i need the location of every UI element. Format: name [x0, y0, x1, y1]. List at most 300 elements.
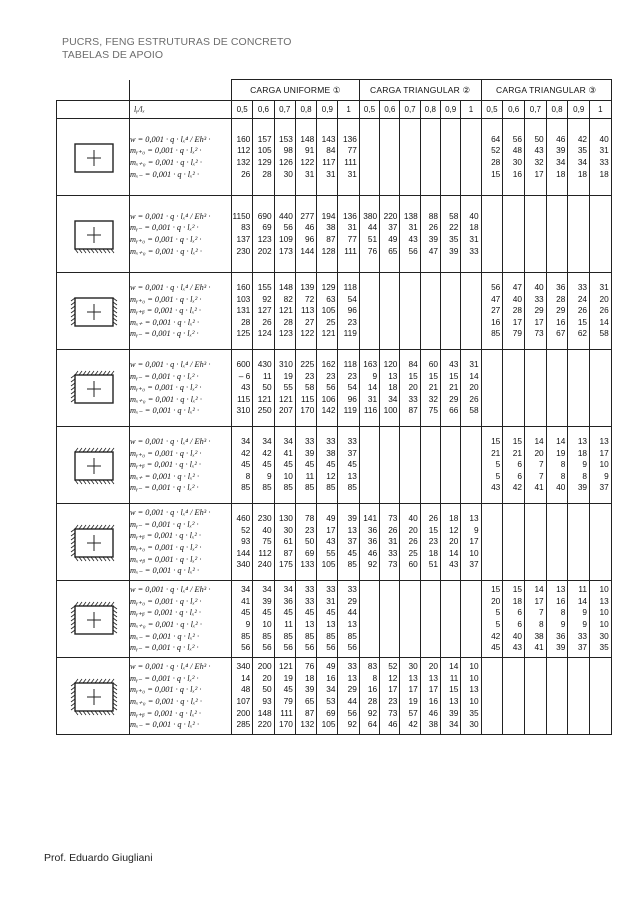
coefficient-value: 92 — [262, 293, 272, 304]
moment-axes — [87, 304, 101, 320]
coefficient-value: 32 — [428, 393, 439, 404]
coefficient-value: 13 — [347, 672, 357, 683]
coefficient-value: 83 — [367, 661, 378, 672]
coefficient-value: 33 — [577, 630, 588, 641]
value-cell — [420, 504, 440, 581]
coefficient-value: 36 — [556, 282, 566, 293]
ratio-col-header: 0,9 — [441, 101, 461, 119]
coefficient-value: 13 — [304, 619, 315, 629]
load-diagram-cell — [57, 101, 130, 119]
coefficient-value: 9 — [582, 459, 588, 470]
coefficient-value: 129 — [257, 157, 272, 167]
coefficient-value: 85 — [347, 630, 357, 641]
moment-axes — [87, 227, 101, 243]
formula-line: mₓ₋ = 0,001 · q · lₓ² · — [130, 631, 200, 641]
coefficient-value: 310 — [279, 359, 293, 370]
formula-cell — [130, 581, 232, 658]
coefficient-value: 56 — [241, 642, 251, 653]
coefficient-value — [568, 371, 589, 383]
coefficient-value — [525, 536, 546, 548]
value-cell — [461, 581, 481, 658]
coefficient-value — [547, 525, 568, 537]
coefficient-value: 117 — [322, 157, 336, 167]
value-cell — [441, 350, 461, 427]
coefficient-value — [525, 673, 546, 685]
ratio-col-header: 0,5 — [481, 101, 503, 119]
coefficient-value: 45 — [283, 607, 293, 618]
coefficient-value: 33 — [326, 584, 336, 595]
value-cell — [400, 196, 420, 273]
coefficient-value: 39 — [347, 513, 357, 524]
coefficient-value: 10 — [469, 547, 479, 558]
coefficient-value: 31 — [408, 222, 418, 233]
coefficient-value — [590, 661, 611, 673]
coefficient-value — [503, 673, 524, 685]
coefficient-value — [441, 169, 460, 181]
coefficient-value — [461, 305, 480, 317]
coefficient-value: 46 — [556, 133, 566, 144]
value-cell — [274, 273, 295, 350]
coefficient-value: 13 — [556, 584, 566, 595]
coefficient-value: 340 — [236, 559, 251, 570]
coefficient-value: 45 — [326, 459, 336, 470]
coefficient-value: 127 — [257, 305, 272, 316]
coefficient-value — [400, 619, 419, 631]
coefficient-value: 15 — [491, 168, 501, 179]
value-cell — [295, 658, 316, 735]
coefficient-value — [461, 436, 480, 448]
coefficient-value: 31 — [347, 168, 357, 179]
coefficient-value: 25 — [326, 316, 336, 327]
moment-axes — [87, 612, 101, 628]
coefficient-value: 143 — [321, 133, 336, 144]
coefficient-value — [568, 696, 589, 708]
coefficient-value — [441, 459, 460, 471]
coefficient-value: 34 — [449, 719, 459, 730]
coefficient-value: 46 — [304, 222, 315, 233]
value-cell — [524, 119, 546, 196]
coefficient-value: 33 — [347, 436, 357, 447]
coefficient-value: 42 — [512, 482, 522, 493]
coefficient-value: 5 — [495, 619, 501, 629]
case-row — [57, 581, 612, 658]
coefficient-value — [360, 471, 379, 483]
value-cell — [546, 504, 568, 581]
formula-line: mₓ₋ = 0,001 · q · lₓ² · — [130, 720, 200, 730]
value-cell — [590, 350, 612, 427]
coefficient-value — [421, 169, 440, 181]
group-header-row — [57, 80, 612, 101]
formula-line: mᵧ₊₀ = 0,001 · q · lₓ² · — [130, 685, 202, 695]
coefficient-value — [380, 471, 399, 483]
coefficient-value — [360, 294, 379, 306]
coefficient-value — [590, 211, 611, 223]
value-cell — [568, 427, 590, 504]
coefficient-value: 85 — [283, 630, 293, 641]
coefficient-value: 29 — [534, 305, 544, 316]
coefficient-value: 55 — [283, 382, 293, 393]
coefficient-value: 148 — [300, 133, 315, 144]
coefficient-value: 34 — [241, 584, 251, 595]
coefficient-value — [503, 536, 524, 548]
coefficient-value: 21 — [512, 447, 522, 458]
coefficient-value: 115 — [237, 393, 251, 404]
value-cell — [317, 427, 338, 504]
value-cell — [568, 581, 590, 658]
coefficient-value — [482, 559, 503, 571]
coefficient-value — [568, 513, 589, 525]
coefficient-value — [503, 513, 524, 525]
coefficient-value — [421, 305, 440, 317]
coefficient-value — [360, 436, 379, 448]
value-cell — [380, 581, 400, 658]
value-cell — [503, 196, 525, 273]
coefficient-value: 40 — [512, 293, 522, 304]
coefficient-value: 130 — [279, 513, 293, 524]
coefficient-value: – 6 — [238, 370, 251, 381]
value-cell — [546, 119, 568, 196]
coefficient-value — [482, 525, 503, 537]
value-cell — [441, 504, 461, 581]
moment-axes — [87, 535, 101, 551]
coefficient-value: 18 — [304, 672, 315, 683]
coefficient-value: 79 — [512, 328, 522, 339]
coefficient-value: 52 — [388, 661, 398, 672]
coefficient-value — [400, 631, 419, 643]
case-row — [57, 427, 612, 504]
coefficient-value: 21 — [428, 382, 439, 393]
coefficient-value: 56 — [491, 282, 501, 293]
coefficient-value: 162 — [321, 359, 336, 370]
value-cell — [253, 427, 274, 504]
value-cell — [524, 504, 546, 581]
coefficient-value: 41 — [534, 642, 544, 653]
coefficient-value — [590, 708, 611, 720]
coefficient-value: 46 — [367, 547, 378, 558]
coefficient-value: 33 — [408, 393, 418, 404]
group-triangular-load-2: CARGA TRIANGULAR ② — [359, 80, 481, 101]
value-cell — [253, 119, 274, 196]
coefficient-value: 29 — [347, 595, 357, 606]
formula-line: mᵧ₊₀ = 0,001 · q · lₓ² · — [130, 235, 202, 244]
value-cell — [400, 119, 420, 196]
coefficient-value — [525, 661, 546, 673]
coefficient-value: 29 — [449, 393, 459, 404]
coefficient-value: 45 — [326, 607, 336, 618]
value-cell — [253, 273, 274, 350]
coefficient-value: 112 — [237, 145, 251, 156]
coefficient-value — [400, 459, 419, 471]
coefficient-value: 45 — [304, 459, 315, 470]
coefficient-value — [360, 607, 379, 619]
value-cell — [590, 658, 612, 735]
coefficient-value — [360, 328, 379, 340]
coefficient-value: 18 — [449, 513, 459, 524]
coefficient-value: 105 — [321, 559, 336, 570]
coefficient-value: 207 — [279, 405, 293, 416]
coefficient-value: 76 — [304, 661, 315, 672]
coefficient-value — [400, 584, 419, 596]
formula-line: mᵧ₋ = 0,001 · q · lₓ² · — [130, 519, 199, 529]
coefficient-value: 76 — [367, 245, 378, 256]
coefficient-value — [503, 394, 524, 406]
coefficient-value: 32 — [534, 157, 544, 167]
coefficient-value — [482, 708, 503, 720]
coefficient-value: 67 — [556, 328, 566, 339]
coefficient-value: 16 — [556, 595, 566, 606]
coefficient-value: 20 — [469, 382, 479, 393]
coefficient-value: 40 — [469, 210, 479, 221]
coefficient-value: 18 — [428, 547, 439, 558]
formula-line: mₓ₋ = 0,001 · q · lₓ² · — [130, 566, 200, 576]
coefficient-value — [421, 282, 440, 294]
coefficient-value: 105 — [257, 145, 272, 156]
coefficient-value: 58 — [449, 210, 459, 221]
coefficient-value: 83 — [241, 222, 251, 233]
value-cell — [253, 658, 274, 735]
coefficient-value: 240 — [257, 559, 272, 570]
coefficient-value: 153 — [279, 133, 293, 144]
coefficient-value: 42 — [262, 447, 272, 458]
coefficient-value — [525, 513, 546, 525]
coefficient-value — [525, 525, 546, 537]
case-row — [57, 658, 612, 735]
formula-line: mᵧ₊₀ = 0,001 · q · lₓ² · — [130, 383, 202, 393]
coefficient-value: 200 — [257, 661, 272, 672]
coefficient-value: 170 — [279, 719, 293, 730]
coefficient-value — [590, 559, 611, 571]
coefficient-value: 85 — [347, 559, 357, 570]
coefficient-value — [503, 708, 524, 720]
coefficient-value: 73 — [388, 707, 398, 718]
ratio-col-header: 0,6 — [253, 101, 274, 119]
coefficient-value: 75 — [428, 405, 439, 416]
coefficient-value: 39 — [304, 684, 315, 695]
coefficient-value — [360, 317, 379, 329]
coefficient-value: 20 — [262, 672, 272, 683]
value-cell — [317, 119, 338, 196]
coefficient-value: 128 — [321, 245, 336, 256]
value-cell — [481, 427, 503, 504]
coefficient-value: 20 — [534, 447, 544, 458]
coefficient-value — [360, 169, 379, 181]
formula-line: mᵧ₊₀ = 0,001 · q · lₓ² · — [130, 146, 202, 156]
coefficient-value — [380, 584, 399, 596]
coefficient-value: 34 — [241, 436, 251, 447]
coefficient-value — [482, 684, 503, 696]
coefficient-value — [547, 673, 568, 685]
coefficient-value: 12 — [388, 672, 398, 683]
coefficient-value: 45 — [283, 684, 293, 695]
coefficient-value — [360, 448, 379, 460]
coefficient-value — [503, 222, 524, 234]
coefficient-value: 33 — [388, 547, 398, 558]
value-cell — [338, 427, 359, 504]
value-cell — [524, 350, 546, 427]
coefficient-value: 118 — [343, 282, 357, 293]
value-cell — [274, 427, 295, 504]
coefficient-value: 93 — [262, 696, 272, 706]
formula-line: w = 0,001 · q · lₓ⁴ / Eh³ · — [130, 283, 211, 293]
moment-axes — [87, 689, 101, 705]
value-cell — [481, 350, 503, 427]
coefficient-value — [441, 305, 460, 317]
coefficient-value: 44 — [367, 222, 378, 233]
coefficient-value: 19 — [556, 447, 566, 458]
formula-cell — [130, 119, 232, 196]
coefficient-value: 21 — [449, 382, 459, 393]
coefficient-value: 96 — [347, 393, 357, 404]
formula-line: mᵧ₋ = 0,001 · q · lₓ² · — [130, 643, 199, 653]
value-cell — [461, 119, 481, 196]
coefficient-value — [380, 459, 399, 471]
coefficient-value: 28 — [556, 293, 566, 304]
coefficient-value: 142 — [321, 405, 336, 416]
coefficient-value — [525, 559, 546, 571]
coefficient-value: 87 — [326, 234, 336, 244]
coefficient-value: 18 — [599, 168, 609, 179]
value-cell — [317, 350, 338, 427]
coefficient-value: 39 — [449, 707, 459, 718]
coefficient-value — [380, 631, 399, 643]
coefficient-value: 8 — [582, 470, 588, 481]
value-cell — [380, 350, 400, 427]
coefficient-value: 85 — [262, 630, 272, 641]
coefficient-value — [590, 536, 611, 548]
value-cell — [359, 273, 379, 350]
coefficient-value: 58 — [599, 328, 609, 339]
slab-support-diagram — [57, 196, 130, 273]
coefficient-value — [360, 305, 379, 317]
formula-line: mₓ₊ = 0,001 · q · lₓ² · — [130, 471, 200, 481]
coefficient-value — [441, 642, 460, 654]
coefficient-value: 21 — [491, 447, 501, 458]
value-cell — [441, 427, 461, 504]
coefficient-value — [482, 222, 503, 234]
value-cell — [546, 581, 568, 658]
value-cell — [481, 504, 503, 581]
coefficient-value — [461, 642, 480, 654]
value-cell — [441, 196, 461, 273]
coefficient-value — [590, 246, 611, 258]
coefficient-value: 17 — [534, 168, 544, 179]
coefficient-value: 56 — [304, 642, 315, 653]
value-cell — [359, 581, 379, 658]
formula-line: mₓ₊₀ = 0,001 · q · lₓ² · — [130, 394, 202, 404]
value-cell — [590, 581, 612, 658]
coefficient-value: 82 — [283, 293, 293, 304]
coefficient-value: 36 — [283, 595, 293, 606]
coefficient-value: 28 — [262, 168, 272, 179]
coefficient-value — [525, 394, 546, 406]
coefficient-value: 25 — [408, 547, 418, 558]
coefficient-value: 53 — [326, 696, 336, 706]
coefficient-value: 96 — [347, 305, 357, 316]
ratio-col-header: 0,8 — [546, 101, 568, 119]
coefficient-value — [568, 382, 589, 394]
case-row — [57, 504, 612, 581]
coefficient-value: 126 — [279, 157, 293, 167]
coefficient-value: 10 — [599, 619, 609, 629]
coefficient-value: 5 — [495, 459, 501, 470]
coefficient-value — [441, 631, 460, 643]
coefficient-value: 43 — [326, 536, 336, 547]
coefficient-value: 230 — [236, 245, 251, 256]
coefficient-value: 42 — [408, 719, 418, 730]
coefficient-value — [482, 548, 503, 560]
coefficient-value: 36 — [367, 536, 378, 547]
value-cell — [441, 119, 461, 196]
coefficient-value: 16 — [491, 316, 501, 327]
coefficient-value: 31 — [326, 168, 336, 179]
coefficient-value: 12 — [326, 470, 336, 481]
coefficient-value: 9 — [582, 619, 588, 629]
coefficient-value: 33 — [577, 282, 588, 293]
coefficient-value — [421, 436, 440, 448]
coefficient-value: 18 — [577, 447, 588, 458]
coefficient-value — [482, 719, 503, 731]
coefficient-value: 170 — [300, 405, 315, 416]
value-cell — [568, 273, 590, 350]
coefficient-value — [360, 642, 379, 654]
coefficient-value — [503, 371, 524, 383]
coefficient-value — [461, 145, 480, 157]
ratio-col-header: 0,9 — [317, 101, 338, 119]
coefficient-value: 103 — [236, 293, 251, 304]
coefficient-value — [482, 246, 503, 258]
coefficient-value — [503, 684, 524, 696]
slab-diagram-icon — [63, 594, 123, 644]
ratio-col-header: 1 — [461, 101, 481, 119]
value-cell — [338, 658, 359, 735]
coefficient-value: 39 — [556, 642, 566, 653]
coefficient-value: 119 — [343, 328, 357, 339]
coefficient-value: 285 — [236, 719, 251, 730]
value-cell — [400, 504, 420, 581]
coefficient-value: 13 — [408, 672, 418, 683]
coefficient-value: 18 — [388, 382, 398, 393]
value-cell — [524, 273, 546, 350]
coefficient-value — [568, 359, 589, 371]
value-cell — [481, 273, 503, 350]
value-cell — [503, 119, 525, 196]
coefficient-value — [360, 584, 379, 596]
coefficient-value: 43 — [449, 359, 459, 370]
formula-line: mᵧ₊₀ = 0,001 · q · lₓ² · — [130, 543, 202, 552]
coefficient-value: 85 — [304, 482, 315, 493]
coefficient-value — [525, 684, 546, 696]
coefficient-value: 18 — [556, 168, 566, 179]
coefficient-value — [441, 448, 460, 460]
coefficient-value: 26 — [469, 393, 479, 404]
value-cell — [295, 273, 316, 350]
coefficient-value: 37 — [469, 559, 479, 570]
coefficient-value: 15 — [449, 370, 459, 381]
coefficient-value: 10 — [469, 696, 479, 706]
coefficient-value: 121 — [321, 328, 336, 339]
coefficient-value: 65 — [388, 245, 398, 256]
coefficient-value — [400, 642, 419, 654]
coefficient-value: 15 — [512, 436, 522, 447]
coefficient-value: 380 — [363, 210, 378, 221]
value-cell — [400, 581, 420, 658]
coefficient-value: 44 — [347, 696, 357, 706]
coefficient-value: 20 — [449, 536, 459, 547]
coefficient-value: 35 — [449, 234, 459, 244]
coefficient-value — [441, 607, 460, 619]
value-cell — [232, 119, 253, 196]
value-cell — [359, 119, 379, 196]
